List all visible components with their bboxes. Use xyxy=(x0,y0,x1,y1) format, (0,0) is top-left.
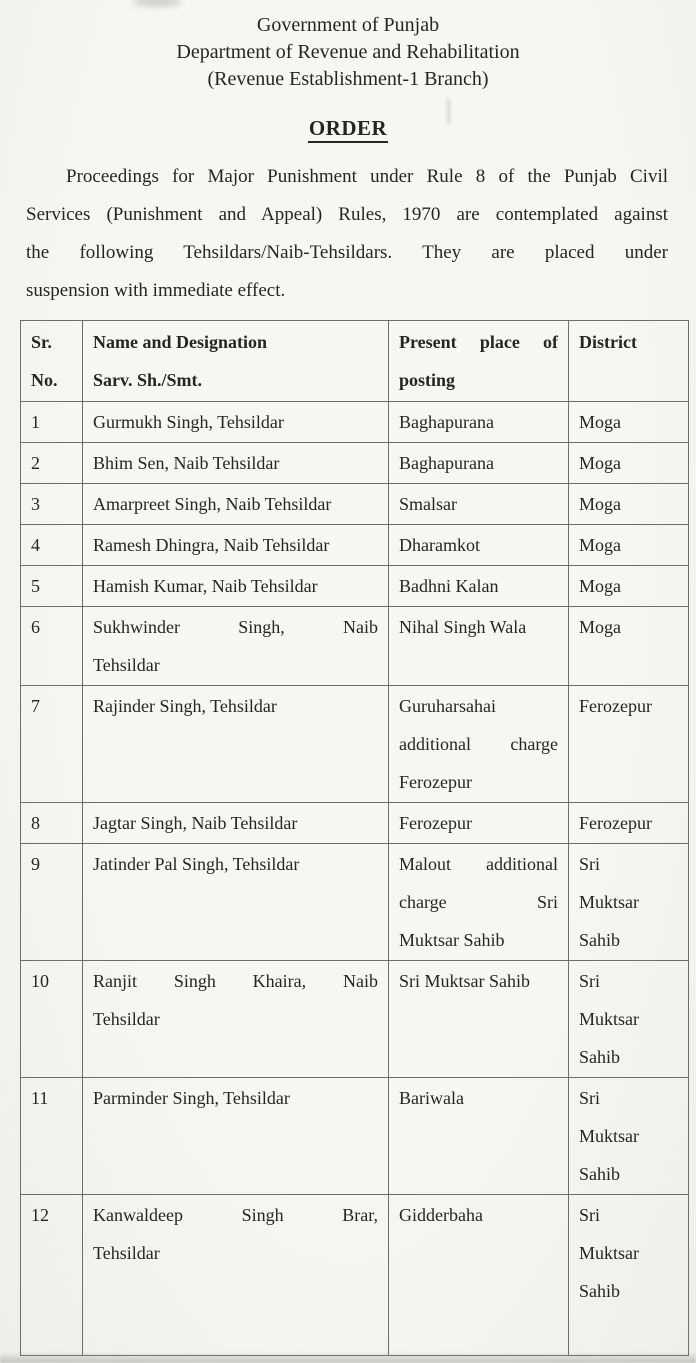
text-line: Moga xyxy=(579,453,621,473)
text-line: Sahib xyxy=(579,1164,621,1184)
header-sr-no xyxy=(21,321,83,402)
text-line: Sahib xyxy=(579,1281,621,1301)
sr-cell: 5 xyxy=(21,566,83,607)
table-row xyxy=(21,484,689,525)
text-line: Guruharsahai xyxy=(399,696,496,716)
text-line: Kanwaldeep Singh Brar, xyxy=(93,1205,378,1225)
district-cell xyxy=(569,686,689,803)
table-row xyxy=(21,961,689,1078)
text-line: Hamish Kumar, Naib Tehsildar xyxy=(93,576,318,596)
department-line: Department of Revenue and Rehabilitation xyxy=(176,41,520,63)
district-cell xyxy=(569,961,689,1078)
text-line: Parminder Singh, Tehsildar xyxy=(93,1088,290,1108)
district-cell xyxy=(569,402,689,443)
sr-cell: 10 xyxy=(21,961,83,1078)
text-line: Muktsar xyxy=(579,1126,639,1146)
text-line: Services (Punishment and Appeal) Rules, 1970 are contemplated against xyxy=(26,204,668,225)
table-row xyxy=(21,686,689,803)
text-line: Ferozepur xyxy=(399,772,472,792)
table-row xyxy=(21,844,689,961)
posting-cell xyxy=(389,844,569,961)
text-line: posting xyxy=(399,370,456,390)
text-line: Smalsar xyxy=(399,494,457,514)
text-line: Muktsar xyxy=(579,1009,639,1029)
table-row xyxy=(21,443,689,484)
text-line: Tehsildar xyxy=(93,1243,160,1263)
sr-cell: 11 xyxy=(21,1078,83,1195)
text-line: Moga xyxy=(579,576,621,596)
text-line: Gurmukh Singh, Tehsildar xyxy=(93,412,284,432)
table-row xyxy=(21,803,689,844)
text-line: Ramesh Dhingra, Naib Tehsildar xyxy=(93,535,330,555)
branch-line: (Revenue Establishment-1 Branch) xyxy=(207,68,489,90)
text-line: Baghapurana xyxy=(399,412,494,432)
text-line: Baghapurana xyxy=(399,453,494,473)
posting-cell xyxy=(389,484,569,525)
text-line: Ranjit Singh Khaira, Naib xyxy=(93,971,378,991)
text-line: No. xyxy=(31,370,58,390)
text-line: Present place of xyxy=(399,332,558,352)
sr-cell: 7 xyxy=(21,686,83,803)
text-line: Badhni Kalan xyxy=(399,576,499,596)
text-line: Ferozepur xyxy=(579,696,652,716)
posting-cell xyxy=(389,803,569,844)
sr-cell: 9 xyxy=(21,844,83,961)
table-header-row xyxy=(21,321,689,402)
name-cell xyxy=(83,1195,389,1356)
text-line: Sri xyxy=(579,1205,601,1225)
sr-cell: 4 xyxy=(21,525,83,566)
suspension-table xyxy=(20,320,689,1356)
scan-smudge-mid xyxy=(447,99,450,124)
text-line: Name and Designation xyxy=(93,332,268,352)
text-line: Tehsildar xyxy=(93,1009,160,1029)
text-line: Rajinder Singh, Tehsildar xyxy=(93,696,277,716)
name-cell xyxy=(83,525,389,566)
name-cell xyxy=(83,607,389,686)
text-line: Ferozepur xyxy=(579,813,652,833)
district-cell xyxy=(569,1078,689,1195)
header-district xyxy=(569,321,689,402)
posting-cell xyxy=(389,402,569,443)
text-line: suspension with immediate effect. xyxy=(26,280,286,301)
scan-shadow-bottom xyxy=(0,1352,696,1363)
text-line: charge Sri xyxy=(399,892,558,912)
name-cell xyxy=(83,566,389,607)
name-cell xyxy=(83,961,389,1078)
text-line: Moga xyxy=(579,617,621,637)
name-cell xyxy=(83,803,389,844)
district-cell xyxy=(569,525,689,566)
name-cell xyxy=(83,443,389,484)
text-line: Jatinder Pal Singh, Tehsildar xyxy=(93,854,300,874)
table-row xyxy=(21,525,689,566)
table-row xyxy=(21,1078,689,1195)
sr-cell: 1 xyxy=(21,402,83,443)
text-line: Bariwala xyxy=(399,1088,464,1108)
posting-cell xyxy=(389,686,569,803)
district-cell xyxy=(569,607,689,686)
name-cell xyxy=(83,402,389,443)
order-paragraph xyxy=(26,158,668,310)
text-line: Bhim Sen, Naib Tehsildar xyxy=(93,453,280,473)
text-line: Jagtar Singh, Naib Tehsildar xyxy=(93,813,298,833)
text-line: Sri xyxy=(579,971,601,991)
order-heading xyxy=(0,116,696,141)
district-cell xyxy=(569,443,689,484)
district-cell xyxy=(569,1195,689,1356)
text-line: Moga xyxy=(579,494,621,514)
text-line: Proceedings for Major Punishment under Rule 8 of the Punjab Civil xyxy=(66,166,668,187)
text-line: Sri xyxy=(579,1088,601,1108)
posting-cell xyxy=(389,525,569,566)
text-line: District xyxy=(579,332,637,352)
name-cell xyxy=(83,844,389,961)
text-line: Sukhwinder Singh, Naib xyxy=(93,617,378,637)
table-row xyxy=(21,402,689,443)
name-cell xyxy=(83,686,389,803)
posting-cell xyxy=(389,607,569,686)
text-line: Sri xyxy=(579,854,601,874)
text-line: Muktsar xyxy=(579,892,639,912)
document-header xyxy=(0,0,696,93)
sr-cell: 3 xyxy=(21,484,83,525)
posting-cell xyxy=(389,443,569,484)
text-line: Moga xyxy=(579,535,621,555)
name-cell xyxy=(83,1078,389,1195)
text-line: Malout additional xyxy=(399,854,558,874)
table-row xyxy=(21,607,689,686)
text-line: additional charge xyxy=(399,734,558,754)
header-present-posting xyxy=(389,321,569,402)
order-heading-text: ORDER xyxy=(308,116,388,143)
text-line: the following Tehsildars/Naib-Tehsildars. They are placed under xyxy=(26,242,668,263)
table-row xyxy=(21,1195,689,1356)
text-line: Tehsildar xyxy=(93,655,160,675)
sr-cell: 12 xyxy=(21,1195,83,1356)
posting-cell xyxy=(389,1078,569,1195)
text-line: Muktsar Sahib xyxy=(399,930,505,950)
text-line: Sri Muktsar Sahib xyxy=(399,971,531,991)
posting-cell xyxy=(389,1195,569,1356)
district-cell xyxy=(569,484,689,525)
text-line: Nihal Singh Wala xyxy=(399,617,527,637)
text-line: Muktsar xyxy=(579,1243,639,1263)
sr-cell: 6 xyxy=(21,607,83,686)
header-name-designation xyxy=(83,321,389,402)
text-line: Sr. xyxy=(31,332,52,352)
name-cell xyxy=(83,484,389,525)
text-line: Sarv. Sh./Smt. xyxy=(93,370,203,390)
posting-cell xyxy=(389,566,569,607)
text-line: Ferozepur xyxy=(399,813,472,833)
government-line: Government of Punjab xyxy=(256,14,440,36)
text-line: Sahib xyxy=(579,1047,621,1067)
sr-cell: 8 xyxy=(21,803,83,844)
table-row xyxy=(21,566,689,607)
text-line: Gidderbaha xyxy=(399,1205,483,1225)
district-cell xyxy=(569,803,689,844)
district-cell xyxy=(569,566,689,607)
sr-cell: 2 xyxy=(21,443,83,484)
district-cell xyxy=(569,844,689,961)
text-line: Dharamkot xyxy=(399,535,480,555)
text-line: Amarpreet Singh, Naib Tehsildar xyxy=(93,494,332,514)
posting-cell xyxy=(389,961,569,1078)
text-line: Sahib xyxy=(579,930,621,950)
text-line: Moga xyxy=(579,412,621,432)
